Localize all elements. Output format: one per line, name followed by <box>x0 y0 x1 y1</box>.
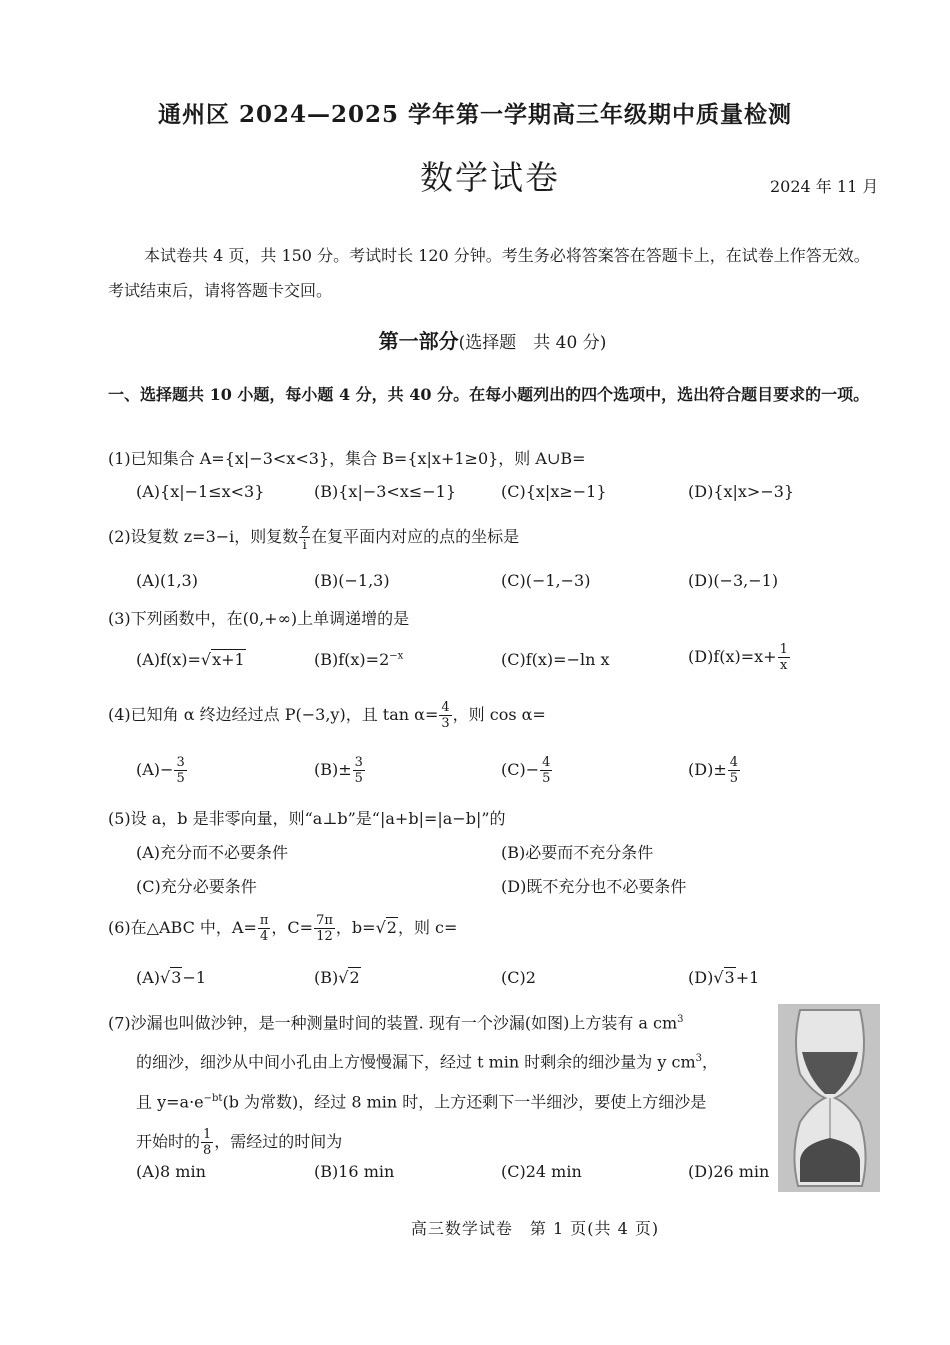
option-label: (D)± <box>688 760 727 779</box>
exam-header-title: 通州区 2024—2025 学年第一学期高三年级期中质量检测 <box>157 101 793 128</box>
sqrt-expression: √3 <box>713 968 735 987</box>
fraction-7pi-over-12 <box>314 913 335 944</box>
question-5-option-a: (A)充分而不必要条件 <box>136 843 289 862</box>
question-4-stem <box>108 700 546 731</box>
question-7-text: 的细沙，细沙从中间小孔由上方慢慢漏下，经过 t min 时剩余的细沙量为 y cm <box>136 1052 696 1072</box>
option-fraction <box>540 755 552 786</box>
option-label: (D) <box>688 968 714 987</box>
question-1-option-c: (C){x|x≥−1} <box>501 482 607 501</box>
exam-instructions: 本试卷共 4 页，共 150 分。考试时长 120 分钟。考生务必将答案答在答题卡上，在试卷上作答无效。考试结束后，请将答题卡交回。 <box>108 246 870 300</box>
part-one-title: 第一部分 <box>378 329 459 353</box>
radicand: 3 <box>171 968 182 987</box>
question-2-option-d: (D)(−3,−1) <box>688 571 779 590</box>
fraction-1-over-x <box>778 642 790 673</box>
fraction-denominator: 5 <box>354 771 363 786</box>
radicand: 2 <box>349 968 360 987</box>
option-suffix: −1 <box>182 968 207 987</box>
fraction-denominator: 12 <box>316 929 333 944</box>
question-7-line-3 <box>108 1081 768 1120</box>
superscript: 3 <box>695 1053 703 1065</box>
option-fraction <box>174 755 186 786</box>
fraction-numerator: 1 <box>779 642 788 657</box>
question-2-stem-part: 在复平面内对应的点的坐标是 <box>311 527 520 546</box>
sqrt-expression: √3 <box>160 968 182 987</box>
fraction-numerator: 1 <box>203 1126 212 1142</box>
question-7-text: ， <box>702 1052 719 1072</box>
superscript: 3 <box>677 1014 684 1025</box>
question-6-stem-part: ，b= <box>335 918 376 937</box>
question-4-stem-part: (4)已知角 α 终边经过点 P(−3,y)，且 tan α= <box>108 705 439 724</box>
question-7-text: 且 y=a·e <box>136 1091 204 1111</box>
option-label: (B) <box>314 968 339 987</box>
option-label: (A)f(x)= <box>136 650 201 669</box>
question-5-stem: (5)设 a，b 是非零向量，则“a⊥b”是“|a+b|=|a−b|”的 <box>108 809 506 828</box>
fraction-numerator: 4 <box>542 755 551 770</box>
question-6-stem-part: (6)在△ABC 中，A= <box>108 918 257 937</box>
exponent: −x <box>389 650 404 662</box>
option-label: (D)f(x)=x+ <box>688 647 777 666</box>
question-6-option-c: (C)2 <box>501 968 536 987</box>
hourglass-figure <box>778 1004 880 1192</box>
question-6-option-a <box>136 968 206 987</box>
question-4-option-a <box>136 755 188 786</box>
fraction-denominator: 5 <box>176 771 185 786</box>
question-7-line-1 <box>108 1002 768 1041</box>
question-1-stem: (1)已知集合 A={x|−3<x<3}，集合 B={x|x+1≥0}，则 A∪B= <box>108 449 586 468</box>
option-label: (A)− <box>136 760 174 779</box>
page-footer: 高三数学试卷 第 1 页(共 4 页) <box>410 1219 660 1238</box>
question-2-option-b: (B)(−1,3) <box>314 571 390 590</box>
option-label: (A) <box>136 968 161 987</box>
fraction-denominator: 8 <box>203 1142 212 1158</box>
fraction-denominator: 3 <box>441 716 450 731</box>
fraction-numerator: 4 <box>441 700 450 715</box>
option-label: (C)− <box>501 760 540 779</box>
radicand: 2 <box>386 918 397 937</box>
question-4-stem-part: ，则 cos α= <box>452 705 546 724</box>
document-title: 数学试卷 <box>420 158 560 197</box>
superscript: −bt <box>203 1092 223 1104</box>
fraction-numerator: 3 <box>176 755 185 770</box>
option-fraction <box>728 755 740 786</box>
fraction-numerator: 3 <box>354 755 363 770</box>
question-5-option-c: (C)充分必要条件 <box>136 877 257 896</box>
hourglass-drawing <box>778 1004 880 1192</box>
question-3-option-b <box>314 650 403 669</box>
question-7-option-b: (B)16 min <box>314 1162 395 1181</box>
sqrt-expression: √2 <box>375 918 397 937</box>
question-7-line-4 <box>108 1124 768 1160</box>
fraction-numerator: π <box>259 913 269 928</box>
question-6-stem-part: ，则 c= <box>397 918 458 937</box>
option-label: (B)± <box>314 760 352 779</box>
question-2-option-c: (C)(−1,−3) <box>501 571 591 590</box>
question-7-text: 开始时的 <box>136 1131 201 1151</box>
question-7-option-a: (A)8 min <box>136 1162 206 1181</box>
sqrt-expression: √2 <box>338 968 360 987</box>
fraction-denominator: x <box>780 658 788 673</box>
question-7-text: (7)沙漏也叫做沙钟，是一种测量时间的装置. 现有一个沙漏(如图)上方装有 a cm <box>108 1013 678 1033</box>
part-one-heading <box>0 325 950 354</box>
question-1-option-a: (A){x|−1≤x<3} <box>136 482 265 501</box>
question-7-option-d: (D)26 min <box>688 1162 770 1181</box>
fraction-1-over-8 <box>201 1127 213 1158</box>
fraction-4-over-3 <box>439 700 451 731</box>
fraction-numerator: 4 <box>729 755 738 770</box>
question-6-stem-part: ，C= <box>271 918 314 937</box>
question-7-line-2 <box>108 1041 768 1080</box>
question-6-option-d <box>688 968 759 987</box>
question-2-option-a: (A)(1,3) <box>136 571 198 590</box>
question-3-option-d <box>688 642 791 673</box>
question-6-stem <box>108 913 457 944</box>
fraction-denominator: 5 <box>542 771 551 786</box>
question-7-text: ，需经过的时间为 <box>214 1131 343 1151</box>
section-instruction: 一、选择题共 10 小题，每小题 4 分，共 40 分。在每小题列出的四个选项中，选出符合题目要求的一项。 <box>108 385 870 404</box>
question-3-stem: (3)下列函数中，在(0,+∞)上单调递增的是 <box>108 609 410 628</box>
question-4-option-d <box>688 755 741 786</box>
exam-date: 2024 年 11 月 <box>770 177 879 196</box>
question-5-option-b: (B)必要而不充分条件 <box>501 843 654 862</box>
question-7-stem <box>108 1002 768 1160</box>
question-6-option-b <box>314 968 361 987</box>
option-fraction <box>353 755 365 786</box>
fraction-numerator: z <box>301 522 309 537</box>
question-3-option-c: (C)f(x)=−ln x <box>501 650 610 669</box>
question-4-option-b <box>314 755 366 786</box>
question-7-option-c: (C)24 min <box>501 1162 582 1181</box>
radicand: 3 <box>724 968 735 987</box>
question-2-stem <box>108 522 519 553</box>
question-3-option-a <box>136 650 246 669</box>
fraction-z-over-i <box>299 522 310 553</box>
question-1-option-d: (D){x|x>−3} <box>688 482 795 501</box>
fraction-numerator: 7π <box>316 913 333 928</box>
sqrt-expression: √x+1 <box>200 650 245 669</box>
question-1-option-b: (B){x|−3<x≤−1} <box>314 482 457 501</box>
fraction-denominator: i <box>302 538 307 553</box>
question-2-stem-part: (2)设复数 z=3−i，则复数 <box>108 527 299 546</box>
fraction-denominator: 4 <box>260 929 269 944</box>
fraction-denominator: 5 <box>729 771 738 786</box>
question-4-option-c <box>501 755 553 786</box>
fraction-pi-over-4 <box>258 913 271 944</box>
question-7-text: (b 为常数)，经过 8 min 时，上方还剩下一半细沙，要使上方细沙是 <box>222 1091 707 1111</box>
question-5-option-d: (D)既不充分也不必要条件 <box>501 877 687 896</box>
option-label: (B)f(x)=2 <box>314 650 390 669</box>
option-suffix: +1 <box>735 968 760 987</box>
radicand: x+1 <box>212 650 245 669</box>
part-one-subtitle: (选择题 共 40 分) <box>458 333 607 353</box>
